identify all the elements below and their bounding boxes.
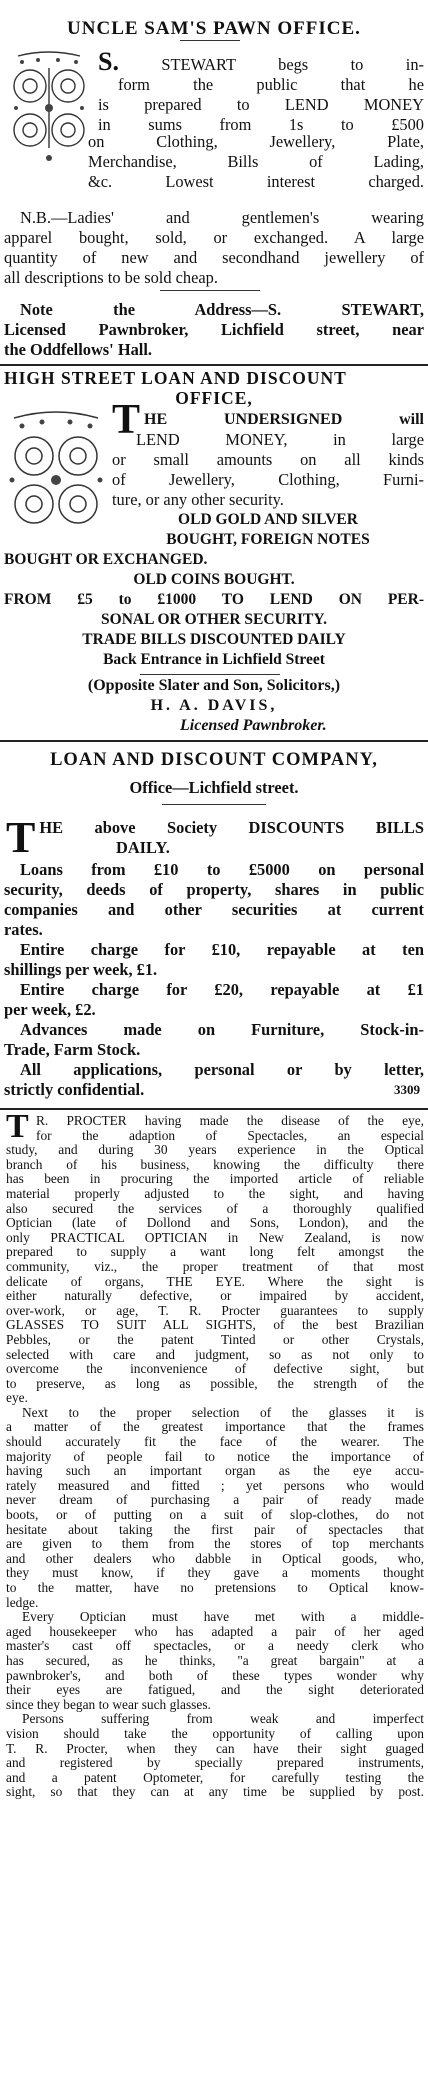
text-line: should accurately fit the face of the wearer. The — [6, 1434, 424, 1450]
text-line: R. PROCTER having made the disease of the eye, — [36, 1113, 424, 1128]
text-line: branch of his business, knowing the difficulty there — [6, 1156, 424, 1172]
ad-uncle-sams-pawn-office — [0, 0, 428, 322]
text-line: ledge. — [6, 1594, 39, 1610]
text-line: material properly adjusted to the sight, and having — [6, 1185, 424, 1201]
divider — [160, 290, 260, 291]
caps-line: FROM £5 to £1000 TO LEND ON PER- — [4, 591, 424, 608]
caps-block — [4, 550, 424, 670]
ad-title: UNCLE SAM'S PAWN OFFICE. — [67, 18, 361, 39]
back-entrance: Back Entrance in Lichfield Street — [103, 651, 325, 668]
text-line: and registered by specially prepared instruments, — [6, 1755, 424, 1771]
ornament-icon — [8, 48, 90, 166]
body-line: strictly confidential. — [4, 1080, 145, 1099]
text-line: hesitate about taking the first pair of spectacles that — [6, 1521, 424, 1537]
drop-letter: S. — [98, 47, 119, 76]
text-line: and other dealers who dabble in Optical goods, who, — [6, 1550, 424, 1566]
ad-body-cont — [88, 132, 424, 192]
text-line: has been in procuring the imported article of reliable — [6, 1171, 424, 1187]
body-line: form the public that he — [118, 75, 424, 94]
ad-title: LOAN AND DISCOUNT COMPANY, — [50, 750, 378, 770]
body-line: companies and other securities at current — [4, 900, 424, 919]
caps-line: OLD COINS BOUGHT. — [133, 571, 295, 588]
section-rule — [0, 1108, 428, 1110]
ad-title: HIGH STREET LOAN AND DISCOUNT — [4, 368, 347, 388]
nb-line: apparel bought, sold, or exchanged. A large — [4, 228, 424, 247]
body-line: rates. — [4, 920, 43, 939]
text-line: rately measured and fitted ; yet persons who would — [6, 1477, 424, 1493]
divider — [140, 674, 280, 675]
text-line: never dream of purchasing a pair of ready made — [6, 1492, 424, 1508]
text-line: delicate of organs, THE EYE. Where the sight is — [6, 1273, 424, 1289]
drop-letter: T — [6, 1108, 29, 1145]
note-line: Licensed Pawnbroker, Lichfield street, near — [4, 320, 424, 339]
text-line: study, and during 30 years experience in the Optical — [6, 1142, 424, 1158]
text-line: a matter of the greatest importance that the frames — [6, 1419, 424, 1435]
text-line: master's cast off spectacles, or a needy clerk who — [6, 1638, 424, 1654]
body-line: security, deeds of property, shares in public — [4, 880, 424, 899]
body-line: Loans from £10 to £5000 on personal — [20, 860, 424, 879]
text-line: majority of people fail to notice the importance of — [6, 1448, 424, 1464]
nb-line: N.B.—Ladies' and gentlemen's wearing — [20, 208, 424, 227]
text-line: only PRACTICAL OPTICIAN in New Zealand, is now — [6, 1229, 424, 1245]
body-line: Merchandise, Bills of Lading, — [88, 152, 424, 171]
text-line: boots, or of putting on a suit of slop-clothes, do not — [6, 1507, 424, 1523]
body-line: on Clothing, Jewellery, Plate, — [88, 132, 424, 151]
text-line: over-work, or age, T. R. Procter guarantees to supply — [6, 1302, 424, 1318]
note-line: the Oddfellows' Hall. — [4, 340, 152, 359]
ad-body — [98, 47, 424, 135]
text-line: since they began to wear such glasses. — [6, 1696, 211, 1712]
drop-letter: T — [112, 397, 141, 443]
text-line: their eyes are fatigued, and the sight deteriorated — [6, 1682, 424, 1698]
nb-line: quantity of new and secondhand jewellery of — [4, 248, 424, 267]
body-line: in sums from 1s to £500 — [98, 115, 424, 134]
nb-paragraph — [4, 208, 424, 288]
licensed-line: Licensed Pawnbroker. — [180, 717, 327, 734]
lead-line: HE above Society DISCOUNTS BILLS — [39, 818, 424, 837]
text-line: they must know, if they gave a moments thought — [6, 1565, 424, 1581]
text-line: to the matter, have no pretensions to Optical know- — [6, 1580, 424, 1595]
body-line: shillings per week, £1. — [4, 960, 158, 979]
drop-letter: T — [6, 813, 36, 862]
text-line: Every Optician must have met with a middle- — [22, 1609, 424, 1625]
title-rule — [180, 40, 240, 41]
ad-high-street-loan — [0, 366, 428, 698]
text-line: Persons suffering from weak and imperfect — [22, 1711, 424, 1727]
body-line: ture, or any other security. — [112, 490, 284, 509]
text-line: selected with care and judgment, so as not only to — [6, 1346, 424, 1362]
divider — [162, 804, 266, 805]
ad-title-line2: OFFICE, — [175, 388, 253, 408]
body-line: or small amounts on all kinds — [112, 450, 424, 469]
body-line: STEWART begs to in- — [161, 55, 424, 74]
proprietor-name: H. A. DAVIS, — [150, 697, 278, 714]
body-line: of Jewellery, Clothing, Furni- — [112, 470, 424, 489]
text-line: pawnbroker's, and both of these types wonder why — [6, 1667, 424, 1683]
lead-paragraph — [6, 813, 424, 862]
text-line: has secured, as he thinks, "a great bargain" at a — [6, 1652, 424, 1668]
text-line: having such an important organ as the eye accu- — [6, 1463, 424, 1479]
ad-loan-discount-company — [0, 742, 428, 1110]
davis-signature-block — [4, 676, 424, 736]
body-line: &c. Lowest interest charged. — [88, 172, 424, 191]
text-line: either naturally defective, or impaired by accident, — [6, 1288, 424, 1304]
body-line: Trade, Farm Stock. — [4, 1040, 141, 1059]
ad-body — [6, 1108, 424, 1800]
text-line: sight, so that they can at any time be supplied by post. — [6, 1784, 424, 1800]
text-line: community, viz., the proper treatment of that most — [6, 1258, 424, 1274]
body-line: per week, £2. — [4, 1000, 96, 1019]
text-line: for the adaption of Spectacles, an especial — [36, 1127, 424, 1143]
ad-body — [4, 860, 424, 1100]
text-line: to preserve, as long as possible, the strength of the — [6, 1375, 424, 1391]
ad-ref-number: 3309 — [394, 1082, 420, 1097]
caps-line: OLD GOLD AND SILVER — [178, 511, 358, 528]
text-line: Next to the proper selection of the glasses it is — [22, 1404, 424, 1420]
text-line: T. R. Procter, when they can have their sight guaged — [6, 1740, 424, 1756]
body-line: All applications, personal or by letter, — [20, 1060, 424, 1079]
address-note — [4, 300, 424, 360]
caps-line: BOUGHT OR EXCHANGED. — [4, 551, 208, 568]
caps-line: BOUGHT, FOREIGN NOTES — [166, 531, 370, 548]
nb-line: all descriptions to be sold cheap. — [4, 268, 218, 287]
body-line: is prepared to LEND MONEY — [98, 95, 424, 114]
text-line: Pebbles, or the patent Tinted or other Crystals, — [6, 1331, 424, 1347]
note-line: Note the Address—S. STEWART, — [20, 300, 424, 319]
ad-procter-optician — [0, 1108, 428, 2095]
body-line: LEND MONEY, in large — [136, 430, 424, 449]
caps-line: SONAL OR OTHER SECURITY. — [101, 611, 327, 628]
lead-line: DAILY. — [116, 838, 170, 857]
body-line: HE UNDERSIGNED will — [144, 411, 424, 428]
text-line: are given to them from the stores of top merchants — [6, 1536, 424, 1552]
text-line: prepared to supply a want long felt amongst the — [6, 1244, 424, 1260]
text-line: vision should take the opportunity of calling upon — [6, 1725, 424, 1741]
opposite-line: (Opposite Slater and Son, Solicitors,) — [87, 677, 341, 694]
text-line: GLASSES TO SUIT ALL SIGHTS, of the best Brazilian — [6, 1317, 424, 1333]
text-line: also secured the services of a thoroughly qualified — [6, 1200, 424, 1216]
ornament-icon — [6, 408, 106, 540]
text-line: Optician (late of Dollond and Sons, London), and the — [6, 1215, 424, 1231]
body-line: Entire charge for £10, repayable at ten — [20, 940, 424, 959]
text-line: eye. — [6, 1390, 28, 1406]
body-line: Entire charge for £20, repayable at £1 — [20, 980, 424, 999]
text-line: overcome the inconvenience of defective sight, but — [6, 1361, 424, 1377]
text-line: aged housekeeper who has adapted a pair of her aged — [6, 1623, 424, 1639]
text-line: and a patent Optometer, for carefully testing the — [6, 1769, 424, 1785]
caps-line: TRADE BILLS DISCOUNTED DAILY — [82, 631, 346, 648]
body-line: Advances made on Furniture, Stock-in- — [20, 1020, 424, 1039]
office-line: Office—Lichfield street. — [129, 778, 299, 797]
